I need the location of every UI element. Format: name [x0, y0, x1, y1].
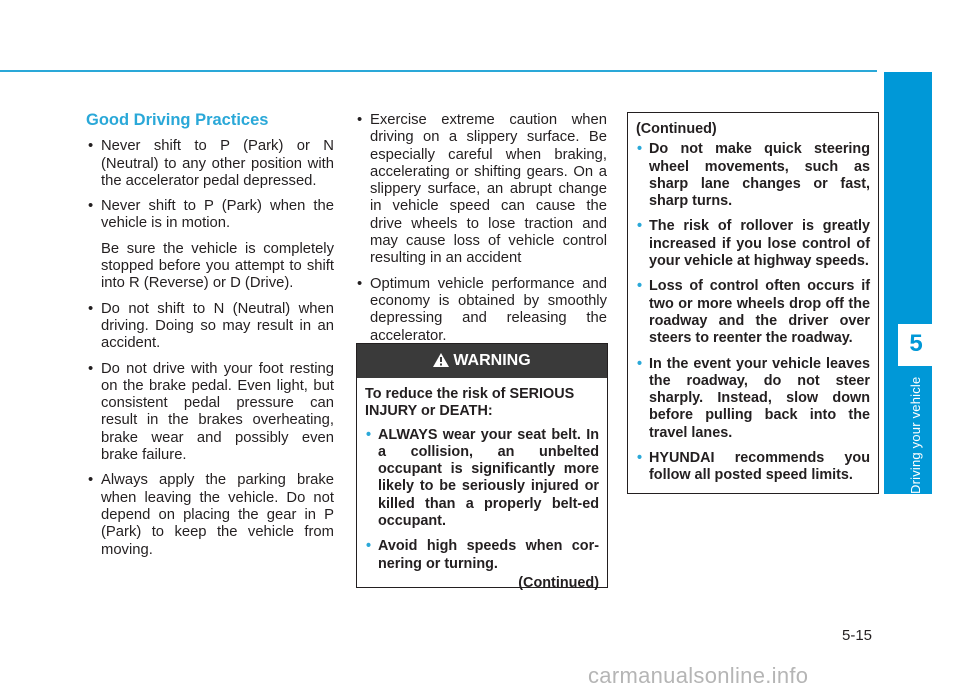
list-item: • In the event your vehicle leaves the roadway, do not steer sharply. Instead, slow down before pulling back into the travel lanes. — [636, 356, 870, 442]
list-item: • The risk of rollover is greatly increased if you lose control of your vehicle at highway speeds. — [636, 218, 870, 270]
list-item: • ALWAYS wear your seat belt. In a collision, an unbelted occupant is significantly more likely to be seriously injured or killed than a properly belt-ed occupant. — [365, 427, 599, 531]
warning-continued-box — [627, 112, 879, 494]
list-item: • Avoid high speeds when cor-nering or turning. — [365, 538, 599, 573]
list-item: • Never shift to P (Park) when the vehicle is in motion. Be sure the vehicle is completely stopped before you attempt to shift into R (Reverse) or D (Drive). — [86, 198, 334, 292]
warning-continued-body — [628, 113, 878, 485]
column-2 — [355, 112, 607, 353]
list-item: • Do not drive with your foot resting on the brake pedal. Even light, but consistent pedal pressure can result in the brakes overheating, brake wear and possibly even brake failure. — [86, 361, 334, 465]
watermark: carmanualsonline.info — [588, 663, 809, 688]
continued-label: (Continued) — [518, 574, 599, 591]
list-item: • Loss of control often occurs if two or more wheels drop off the roadway and the driver over steers to reenter the roadway. — [636, 278, 870, 347]
header-rule — [0, 70, 877, 72]
list-item: • Exercise extreme caution when driving on a slippery surface. Be especially careful when braking, accelerating or shifting gears. On a slippery surface, an abrupt change in vehicle speed can cause the drive wheels to lose traction and may cause loss of vehicle control resulting in an accident — [355, 112, 607, 268]
list-item: • Optimum vehicle performance and economy is obtained by smoothly depressing and releasing the accelerator. — [355, 276, 607, 345]
warning-list — [365, 427, 599, 573]
warning-triangle-icon — [433, 346, 449, 380]
warning-heading: WARNING — [453, 352, 531, 369]
column-1 — [86, 112, 334, 567]
section-title: Good Driving Practices — [86, 111, 269, 129]
page-number: 5-15 — [842, 627, 873, 644]
list-item: • Do not make quick steering wheel movements, such as sharp lane changes or fast, sharp turns. — [636, 141, 870, 210]
list-item: • Never shift to P (Park) or N (Neutral) to any other position with the accelerator pedal depressed. — [86, 138, 334, 190]
list-item-note: Be sure the vehicle is completely stopped before you attempt to shift into R (Reverse) or D (Drive). — [101, 240, 334, 292]
list-item: • Always apply the parking brake when leaving the vehicle. Do not depend on placing the gear in P (Park) to keep the vehicle from moving. — [86, 472, 334, 558]
list-item: • Do not shift to N (Neutral) when driving. Doing so may result in an accident. — [86, 301, 334, 353]
chapter-title: Driving your vehicle — [908, 376, 923, 494]
warning-header — [357, 344, 607, 378]
warning-intro: To reduce the risk of SERIOUS INJURY or DEATH: — [365, 386, 575, 420]
good-practices-list-2 — [355, 112, 607, 345]
continued-heading: (Continued) — [636, 121, 717, 137]
list-item: • HYUNDAI recommends you follow all posted speed limits. — [636, 450, 870, 485]
warning-continued-list — [636, 141, 870, 484]
warning-body — [357, 378, 607, 592]
warning-box — [356, 343, 608, 591]
good-practices-list-1 — [86, 138, 334, 559]
chapter-number: 5 — [909, 330, 923, 357]
